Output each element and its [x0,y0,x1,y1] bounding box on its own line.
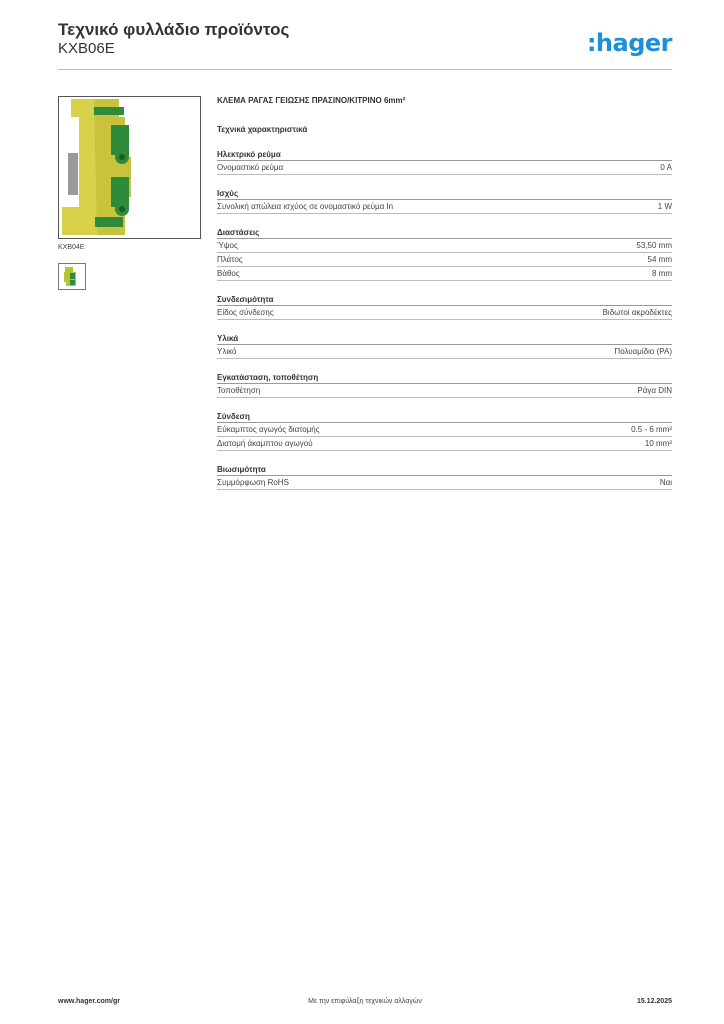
spec-row [217,476,672,490]
spec-group-title: Ηλεκτρικό ρεύμα [217,149,672,161]
spec-group-title: Ισχύς [217,188,672,200]
spec-row [217,384,672,398]
hager-logo: :hager [586,29,672,57]
spec-label: Τοποθέτηση [217,386,261,395]
spec-value: 10 mm² [644,439,672,448]
product-thumbnail[interactable] [58,263,86,290]
spec-group-title: Διαστάσεις [217,227,672,239]
spec-value: Πολυαμίδιο (PA) [614,347,672,356]
spec-group [217,227,672,281]
spec-group [217,149,672,175]
spec-label: Βάθος [217,269,240,278]
page-footer [58,998,672,1010]
spec-label: Πλάτος [217,255,243,264]
footer-date: 15.12.2025 [636,998,672,1005]
spec-value: 54 mm [647,255,672,264]
spec-label: Συνολική απώλεια ισχύος σε ονομαστικό ρεύμα In [217,202,394,211]
spec-value: 1 W [657,202,672,211]
product-image [58,96,201,239]
spec-row [217,253,672,267]
image-caption: KXB04E [58,244,85,251]
spec-row [217,200,672,214]
spec-group [217,333,672,359]
spec-label: Διατομή άκαμπτου αγωγού [217,439,313,448]
spec-group-title: Σύνδεση [217,411,672,423]
product-name: ΚΛΕΜΑ ΡΑΓΑΣ ΓΕΙΩΣΗΣ ΠΡΑΣΙΝΟ/ΚΙΤΡΙΝΟ 6mm² [217,96,406,105]
spec-row [217,161,672,175]
technical-specs-heading: Τεχνικά χαρακτηριστικά [217,125,308,134]
spec-group [217,188,672,214]
footer-note: Με την επιφύλαξη τεχνικών αλλαγών [308,998,422,1005]
spec-value: Ράγα DIN [637,386,672,395]
spec-label: Ονομαστικό ρεύμα [217,163,284,172]
spec-group-title: Υλικά [217,333,672,345]
spec-row [217,267,672,281]
terminal-block-illustration [59,97,200,238]
spec-group [217,294,672,320]
spec-value: Ναι [659,478,672,487]
spec-label: Εύκαμπτος αγωγός διατομής [217,425,320,434]
spec-value: Βιδωτοί ακροδέκτες [602,308,672,317]
spec-label: Συμμόρφωση RoHS [217,478,289,487]
spec-group [217,411,672,451]
document-title: Τεχνικό φυλλάδιο προϊόντος [58,20,290,39]
spec-row [217,423,672,437]
header-divider [58,69,672,70]
spec-label: Υλικό [217,347,237,356]
footer-url[interactable]: www.hager.com/gr [58,998,120,1005]
page-header [58,20,672,70]
product-code: KXB06E [58,40,115,57]
spec-value: 0 A [660,163,672,172]
spec-groups [217,149,672,490]
spec-row [217,437,672,451]
terminal-block-thumbnail [59,264,85,289]
spec-label: Ύψος [217,241,238,250]
spec-row [217,239,672,253]
spec-value: 0.5 - 6 mm² [631,425,672,434]
spec-content [217,95,672,490]
spec-row [217,306,672,320]
spec-group [217,464,672,490]
spec-group-title: Συνδεσιμότητα [217,294,672,306]
spec-group [217,372,672,398]
spec-value: 8 mm [652,269,672,278]
spec-row [217,345,672,359]
spec-label: Είδος σύνδεσης [217,308,274,317]
spec-value: 53,50 mm [636,241,672,250]
spec-group-title: Βιωσιμότητα [217,464,672,476]
spec-group-title: Εγκατάσταση, τοποθέτηση [217,372,672,384]
